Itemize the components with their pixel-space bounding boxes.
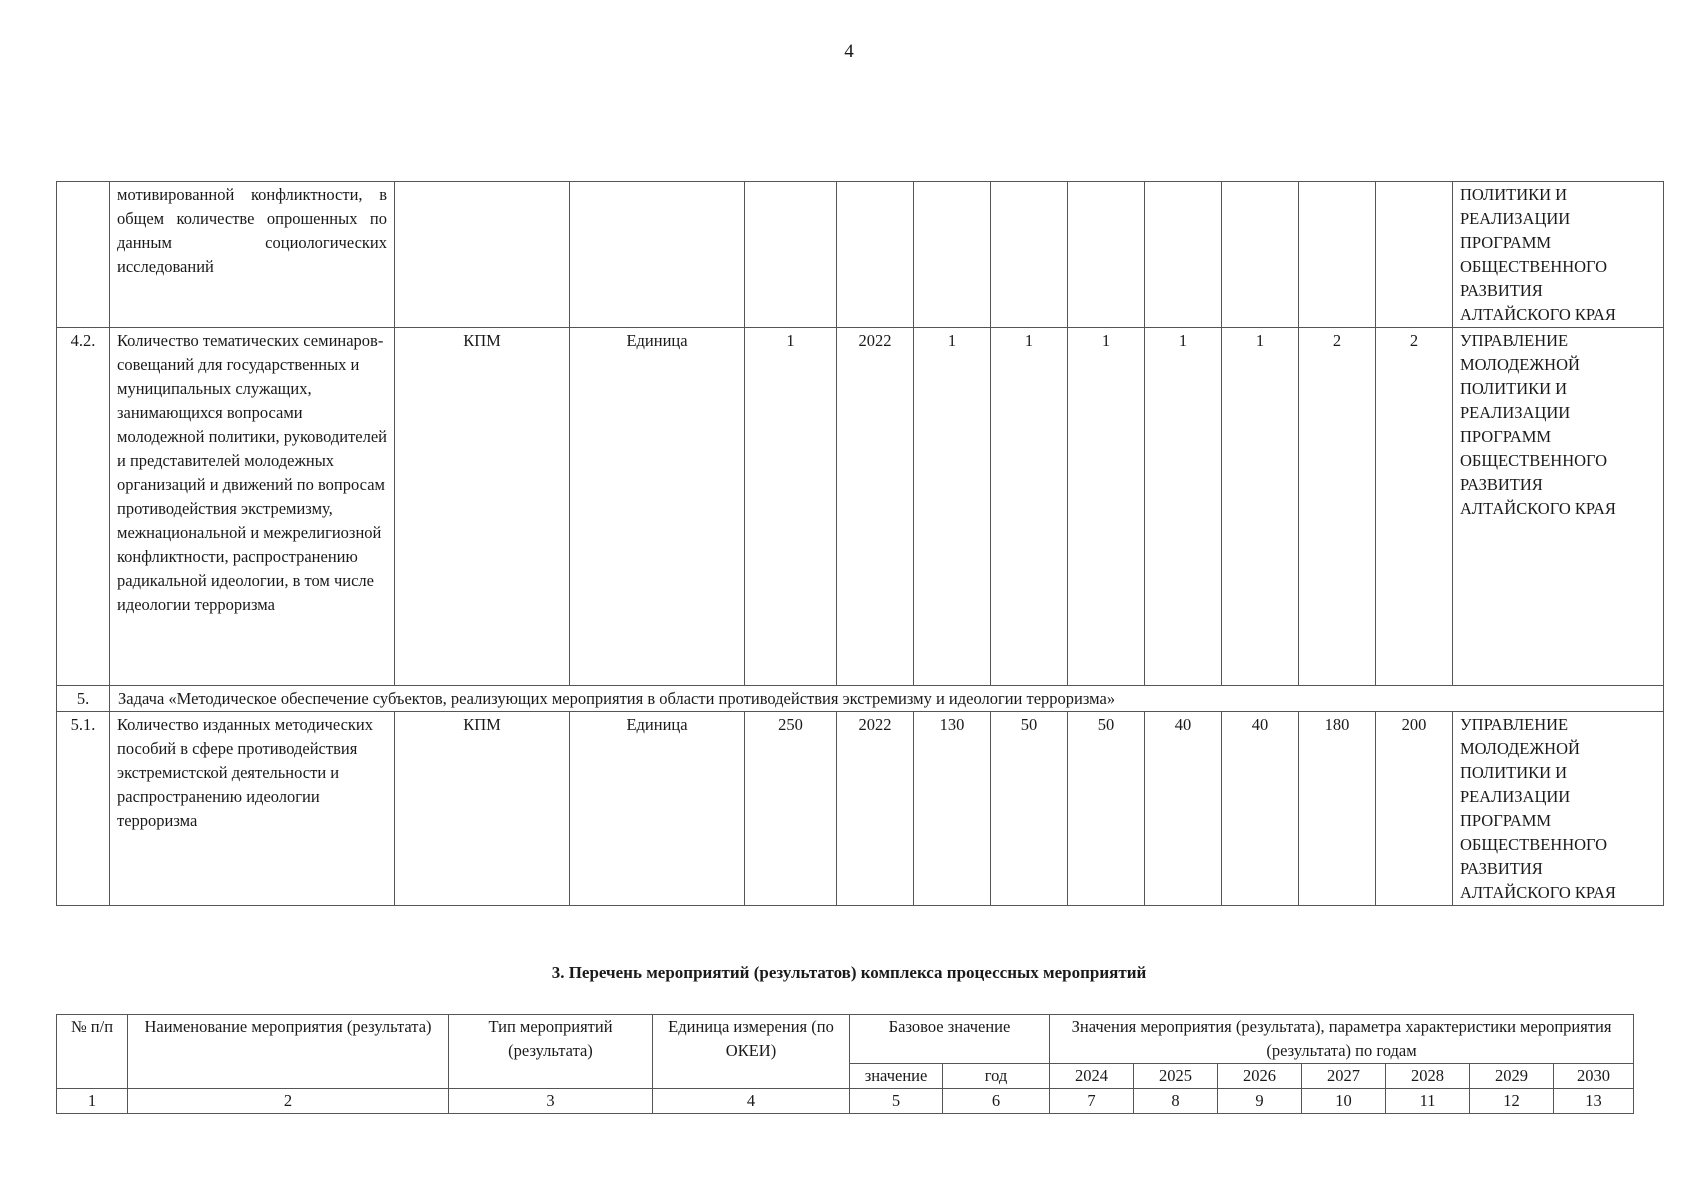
- indicators-table: [56, 181, 1664, 906]
- value-cell: 40: [1145, 712, 1222, 906]
- value-cell: [1222, 182, 1299, 328]
- header-row: [57, 1015, 1634, 1064]
- header-year: 2026: [1218, 1064, 1302, 1089]
- value-cell: 2: [1376, 328, 1453, 686]
- value-cell: [1299, 182, 1376, 328]
- responsible-cell: ПОЛИТИКИ И РЕАЛИЗАЦИИ ПРОГРАММ ОБЩЕСТВЕННОГО РАЗВИТИЯ АЛТАЙСКОГО КРАЯ: [1453, 182, 1664, 328]
- header-base-value: значение: [850, 1064, 943, 1089]
- section-title: 3. Перечень мероприятий (результатов) комплекса процессных мероприятий: [551, 963, 1147, 982]
- header-year: 2027: [1302, 1064, 1386, 1089]
- value-cell: [1145, 182, 1222, 328]
- header-num: № п/п: [57, 1015, 128, 1089]
- task-row: [57, 686, 1664, 712]
- value-cell: 50: [1068, 712, 1145, 906]
- page-number: 4: [844, 41, 854, 62]
- header-values: Значения мероприятия (результата), параметра характеристики мероприятия (результата) по годам: [1050, 1015, 1634, 1064]
- value-cell: 180: [1299, 712, 1376, 906]
- col-number: 9: [1218, 1089, 1302, 1114]
- header-name: Наименование мероприятия (результата): [128, 1015, 449, 1089]
- value-cell: 1: [1222, 328, 1299, 686]
- responsible-cell: УПРАВЛЕНИЕ МОЛОДЕЖНОЙ ПОЛИТИКИ И РЕАЛИЗАЦИИ ПРОГРАММ ОБЩЕСТВЕННОГО РАЗВИТИЯ АЛТАЙСКОГО КРАЯ: [1453, 712, 1664, 906]
- type-cell: КПМ: [395, 328, 570, 686]
- base-year-cell: 2022: [837, 328, 914, 686]
- value-cell: 1: [991, 328, 1068, 686]
- col-number: 1: [57, 1089, 128, 1114]
- value-cell: [991, 182, 1068, 328]
- col-number: 3: [449, 1089, 653, 1114]
- type-cell: [395, 182, 570, 328]
- header-type: Тип мероприятий (результата): [449, 1015, 653, 1089]
- col-number: 11: [1386, 1089, 1470, 1114]
- num-cell: 5.: [57, 686, 110, 712]
- num-cell: 5.1.: [57, 712, 110, 906]
- header-year: 2025: [1134, 1064, 1218, 1089]
- measures-table: [56, 1014, 1634, 1114]
- base-value-cell: [745, 182, 837, 328]
- value-cell: 1: [1145, 328, 1222, 686]
- unit-cell: Единица: [570, 712, 745, 906]
- value-cell: 50: [991, 712, 1068, 906]
- value-cell: 1: [1068, 328, 1145, 686]
- header-year: 2030: [1554, 1064, 1634, 1089]
- column-numbers-row: [57, 1089, 1634, 1114]
- header-year: 2028: [1386, 1064, 1470, 1089]
- num-cell: 4.2.: [57, 328, 110, 686]
- value-cell: [1376, 182, 1453, 328]
- unit-cell: Единица: [570, 328, 745, 686]
- header-base-year: год: [943, 1064, 1050, 1089]
- base-year-cell: 2022: [837, 712, 914, 906]
- header-base: Базовое значение: [850, 1015, 1050, 1064]
- indicator-name-cell: Количество изданных методических пособий в сфере противодействия экстремистской деятельности и распространению идеологии терроризма: [110, 712, 395, 906]
- type-cell: КПМ: [395, 712, 570, 906]
- col-number: 12: [1470, 1089, 1554, 1114]
- base-value-cell: 250: [745, 712, 837, 906]
- value-cell: [1068, 182, 1145, 328]
- col-number: 6: [943, 1089, 1050, 1114]
- col-number: 13: [1554, 1089, 1634, 1114]
- task-title-cell: Задача «Методическое обеспечение субъектов, реализующих мероприятия в области противодействия экстремизму и идеологии терроризма»: [110, 686, 1664, 712]
- header-unit: Единица измерения (по ОКЕИ): [653, 1015, 850, 1089]
- col-number: 7: [1050, 1089, 1134, 1114]
- value-cell: 1: [914, 328, 991, 686]
- value-cell: 130: [914, 712, 991, 906]
- col-number: 8: [1134, 1089, 1218, 1114]
- base-year-cell: [837, 182, 914, 328]
- header-year: 2029: [1470, 1064, 1554, 1089]
- col-number: 2: [128, 1089, 449, 1114]
- indicator-name-cell: Количество тематических семинаров-совещаний для государственных и муниципальных служащих, занимающихся вопросами молодежной политики, руководителей и представителей молодежных организаций и движений по вопросам противодействия экстремизму, межнациональной и межрелигиозной конфликтности, распространению радикальной идеологии, в том числе идеологии терроризма: [110, 328, 395, 686]
- value-cell: 40: [1222, 712, 1299, 906]
- value-cell: 200: [1376, 712, 1453, 906]
- header-year: 2024: [1050, 1064, 1134, 1089]
- col-number: 4: [653, 1089, 850, 1114]
- base-value-cell: 1: [745, 328, 837, 686]
- value-cell: 2: [1299, 328, 1376, 686]
- value-cell: [914, 182, 991, 328]
- col-number: 5: [850, 1089, 943, 1114]
- unit-cell: [570, 182, 745, 328]
- table-row: [57, 712, 1664, 906]
- table-row: [57, 182, 1664, 328]
- num-cell: [57, 182, 110, 328]
- col-number: 10: [1302, 1089, 1386, 1114]
- responsible-cell: УПРАВЛЕНИЕ МОЛОДЕЖНОЙ ПОЛИТИКИ И РЕАЛИЗАЦИИ ПРОГРАММ ОБЩЕСТВЕННОГО РАЗВИТИЯ АЛТАЙСКОГО КРАЯ: [1453, 328, 1664, 686]
- table-row: [57, 328, 1664, 686]
- indicator-name-cell: мотивированной конфликтности, в общем количестве опрошенных по данным социологических исследований: [110, 182, 395, 328]
